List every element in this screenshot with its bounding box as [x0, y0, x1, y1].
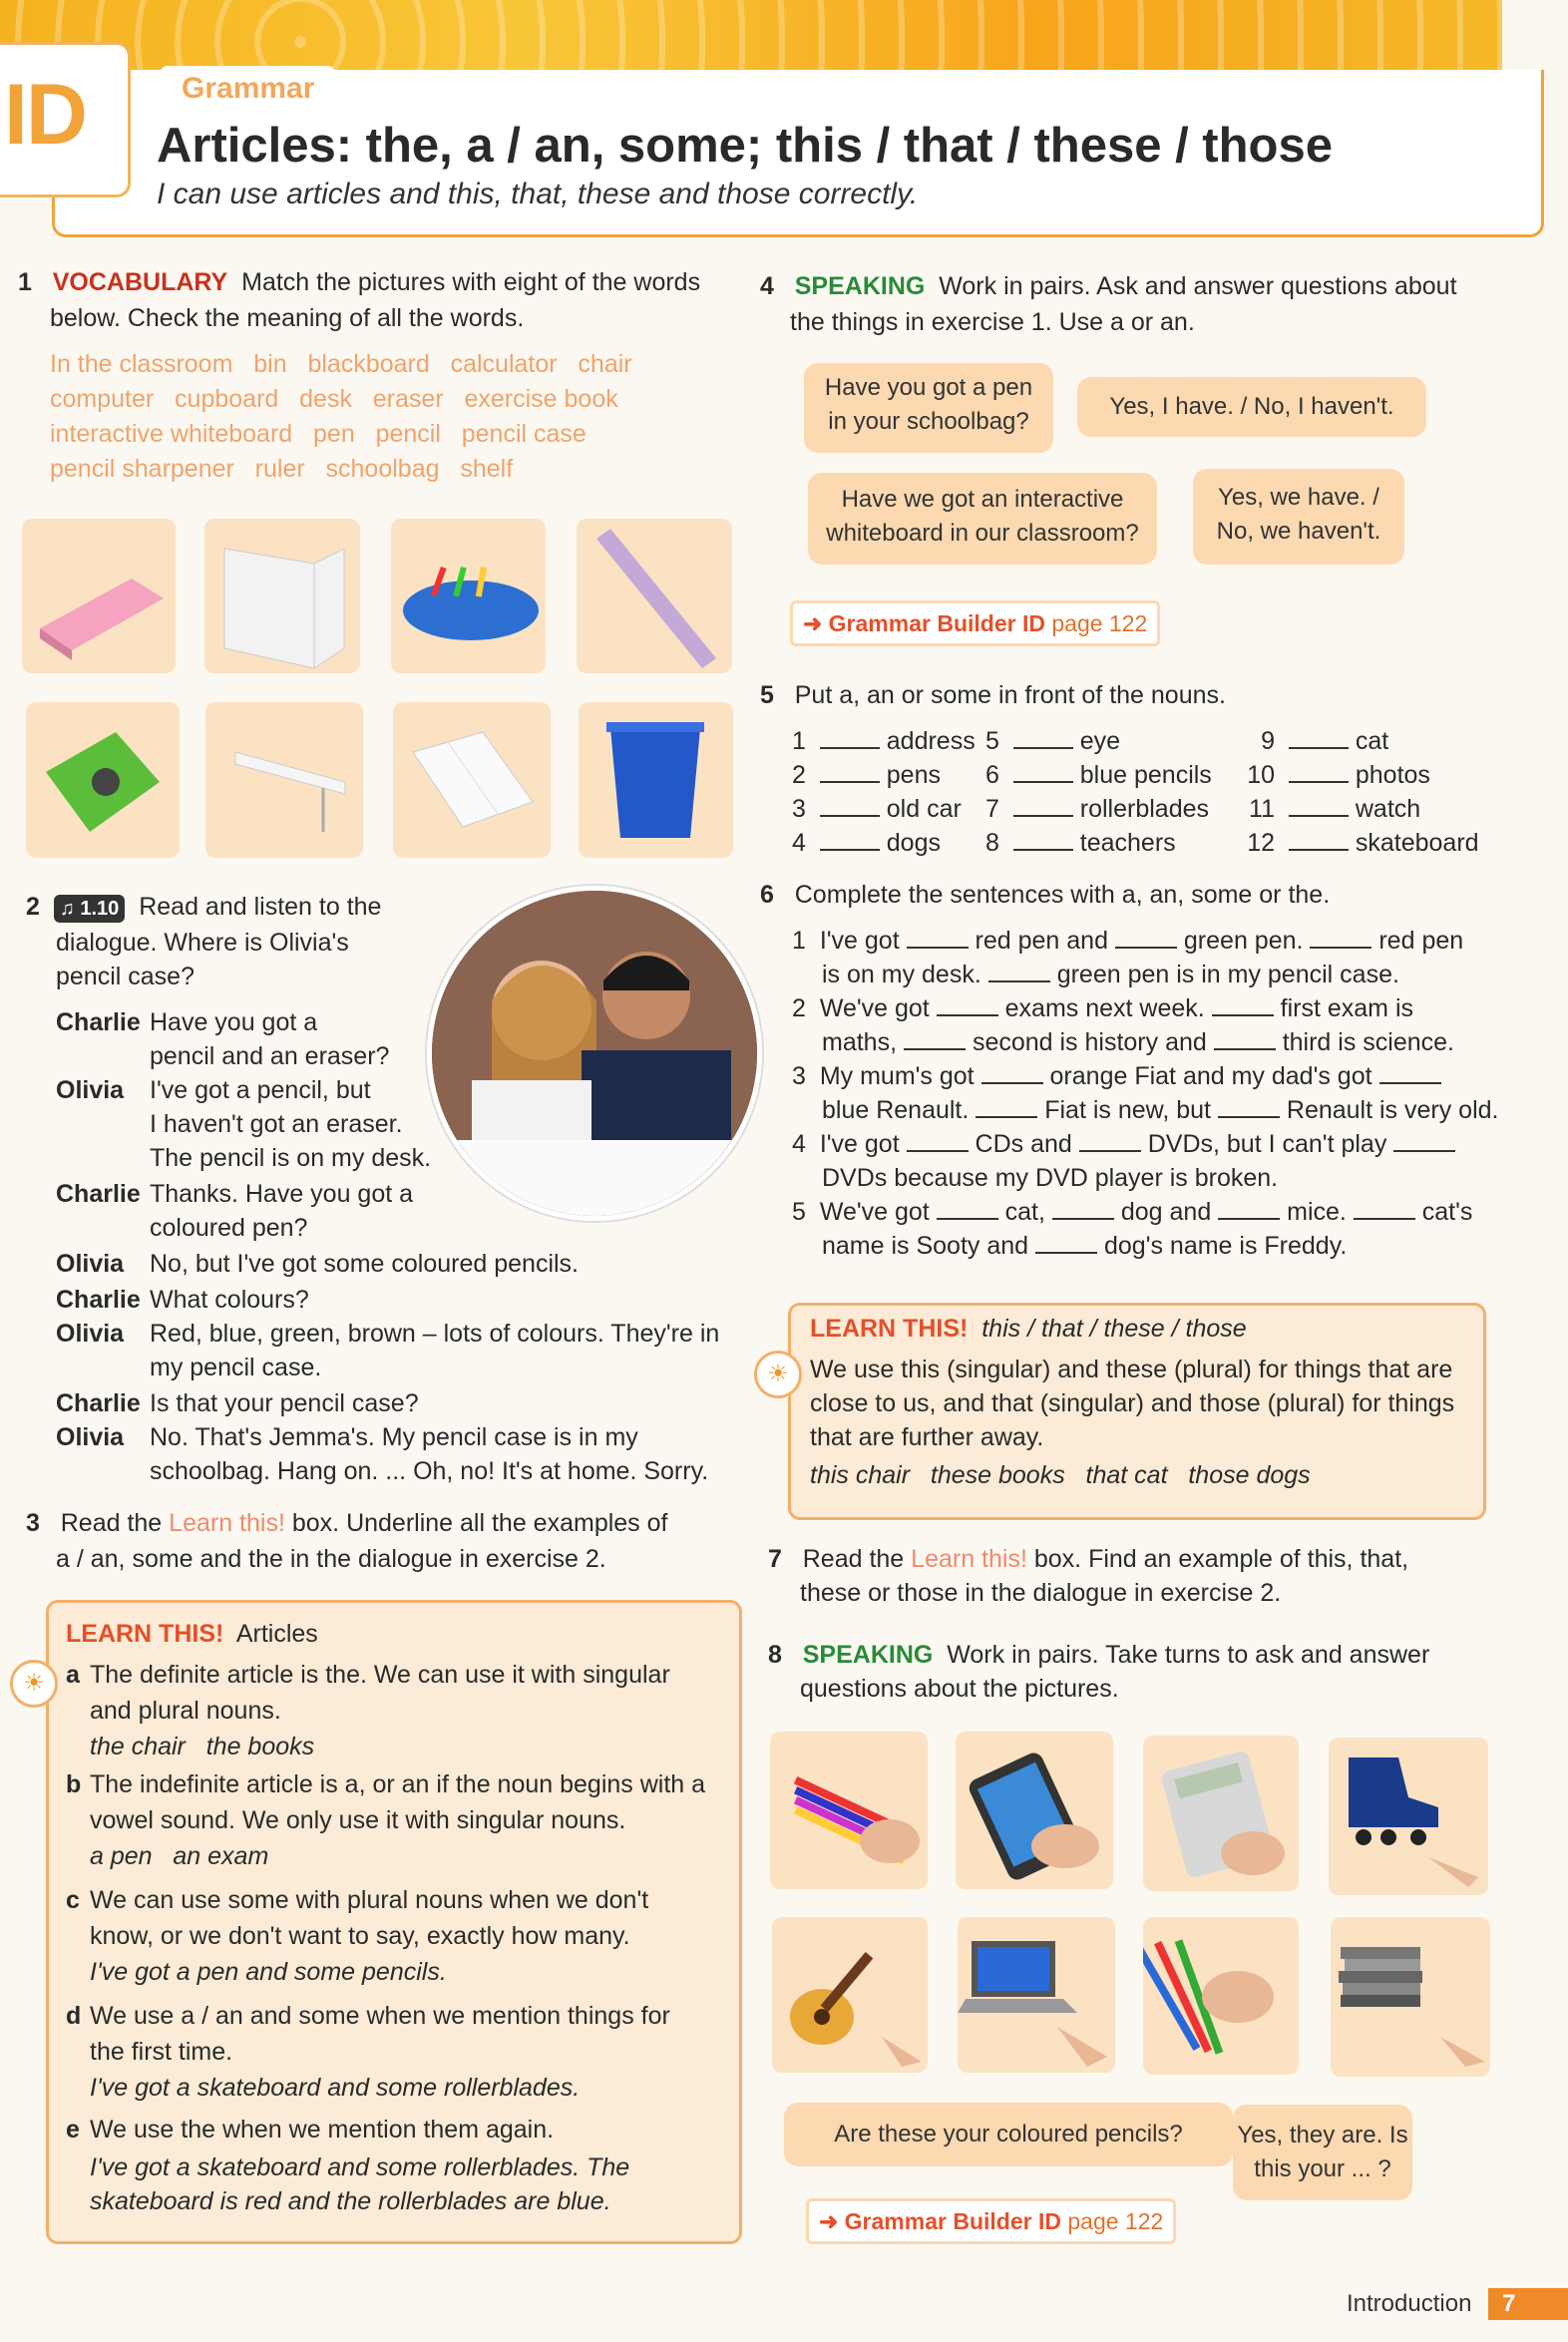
item-word: skateboard [1355, 829, 1479, 857]
sentence-part: is on my desk. [822, 961, 981, 988]
picture-ruler [577, 519, 732, 673]
dialogue-line: pencil and an eraser? [150, 1042, 390, 1070]
bin-icon [579, 702, 733, 858]
dialogue-speaker: Charlie [56, 1389, 141, 1417]
picture-laptop [958, 1917, 1115, 2073]
answer-blank[interactable] [1218, 1116, 1280, 1118]
item-number: 5 [985, 727, 999, 755]
item-number: 11 [1249, 795, 1275, 823]
students-photo-icon [432, 891, 757, 1216]
sentence-part: red pen [1378, 927, 1464, 955]
ex7-number: 7 [768, 1545, 782, 1573]
ex8-heading [768, 1638, 1429, 1672]
audio-track-number: 1.10 [80, 898, 120, 920]
shelf-icon [205, 702, 363, 858]
ex5-heading [760, 678, 1226, 712]
sentence-part: My mum's got [819, 1062, 975, 1090]
sharpener-icon [26, 702, 180, 858]
ex1-instruction-line1: Match the pictures with eight of the words [241, 268, 701, 296]
rule-letter: c [66, 1886, 80, 1914]
ex1-instruction-line2: below. Check the meaning of all the words. [50, 304, 525, 332]
dialogue-line: Thanks. Have you got a [150, 1180, 414, 1208]
ex5-item [1247, 758, 1430, 792]
arrow-icon: ➜ [819, 2208, 839, 2234]
ex7-text-b: box. Find an example of this, that, [1033, 1545, 1409, 1573]
rule-example: I've got a pen and some pencils. [90, 1958, 447, 1986]
ex5-item [1247, 826, 1479, 860]
ex2-instruction-line2: dialogue. Where is Olivia's [56, 929, 349, 957]
item-number: 1 [792, 927, 806, 955]
ex7-line1 [768, 1542, 1408, 1576]
ex6-item-line [792, 924, 1463, 958]
rule-letter: d [66, 2002, 82, 2030]
picture-calculator [1143, 1736, 1299, 1891]
exercise-book-icon [393, 702, 551, 858]
item-number: 2 [792, 994, 806, 1022]
grammar-builder-link[interactable] [790, 600, 1160, 646]
dialogue-line: What colours? [150, 1286, 309, 1314]
ex5-item [1247, 724, 1388, 758]
ex3-text-a: Read the [60, 1509, 163, 1537]
rule-text: The indefinite article is a, or an if the noun begins with a [90, 1770, 706, 1798]
item-word: blue pencils [1079, 761, 1212, 789]
rule-text: know, or we don't want to say, exactly how many. [90, 1922, 630, 1950]
ex4-heading [760, 269, 1457, 303]
sentence-part: DVDs, but I can't play [1147, 1130, 1387, 1158]
rule-letter: e [66, 2116, 80, 2144]
ex3-line2: a / an, some and the in the dialogue in exercise 2. [56, 1545, 606, 1573]
rule-example: a pen an exam [90, 1842, 269, 1870]
arrow-icon: ➜ [803, 610, 823, 636]
wordbank-line-4: pencil sharpener ruler schoolbag shelf [50, 455, 514, 483]
answer-blank[interactable] [1218, 1218, 1280, 1220]
rule-text: and plural nouns. [90, 1697, 281, 1725]
ex6-item-line [822, 1229, 1347, 1263]
ex3-line1 [26, 1506, 667, 1540]
item-number: 4 [792, 1130, 806, 1158]
ex5-item [792, 792, 962, 826]
grammar-builder-link[interactable] [806, 2198, 1176, 2244]
answer-blank[interactable] [1115, 947, 1177, 949]
sentence-part: cat's [1421, 1198, 1473, 1226]
bubble-line: No, we haven't. [1216, 518, 1381, 545]
learn-box-topic: this / that / these / those [981, 1315, 1247, 1343]
grammar-builder-page: page 122 [1051, 610, 1148, 636]
ex8-line2: questions about the pictures. [800, 1675, 1119, 1703]
answer-blank[interactable] [820, 815, 880, 817]
learn-box-examples: this chair these books that cat those dogs [810, 1461, 1311, 1489]
unit-label: ID [4, 67, 86, 163]
ex2-heading [26, 890, 381, 924]
sentence-part: Fiat is new, but [1044, 1096, 1211, 1124]
ex4-number: 4 [760, 272, 774, 300]
ex5-instruction: Put a, an or some in front of the nouns. [794, 681, 1226, 709]
dialogue-line: I haven't got an eraser. [150, 1110, 403, 1138]
ex5-number: 5 [760, 681, 774, 709]
bubble-line: Have you got a pen [824, 374, 1033, 401]
dialogue-line: schoolbag. Hang on. ... Oh, no! It's at home. Sorry. [150, 1457, 709, 1485]
speech-bubble-question [784, 2103, 1233, 2166]
bubble-line: whiteboard in our classroom? [826, 520, 1139, 547]
sentence-part: CDs and [975, 1130, 1072, 1158]
answer-blank[interactable] [1013, 781, 1073, 783]
picture-cupboard [204, 519, 360, 673]
ex5-item [792, 758, 941, 792]
dialogue-speaker: Charlie [56, 1008, 141, 1036]
ex3-learn-link: Learn this! [169, 1509, 285, 1537]
bubble-line: in your schoolbag? [828, 408, 1029, 435]
ex6-item-line [792, 991, 1413, 1025]
laptop-icon [958, 1917, 1115, 2073]
rule-letter: a [66, 1661, 80, 1689]
ex6-number: 6 [760, 881, 774, 909]
lightbulb-icon: ☀ [754, 1351, 802, 1398]
answer-blank[interactable] [820, 849, 880, 851]
item-word: eye [1079, 727, 1121, 755]
dialogue-speaker: Olivia [56, 1250, 125, 1278]
cupboard-icon [204, 519, 360, 673]
item-number: 1 [792, 727, 806, 755]
ex2-instruction-line1: Read and listen to the [139, 893, 382, 921]
dialogue-line: The pencil is on my desk. [150, 1144, 432, 1172]
answer-blank[interactable] [820, 781, 880, 783]
picture-books [1331, 1917, 1490, 2077]
ex2-instruction-line3: pencil case? [56, 963, 195, 990]
answer-blank[interactable] [937, 1014, 998, 1016]
picture-pencil-case [391, 519, 546, 673]
picture-coloured-pencils [770, 1732, 928, 1889]
learn-box-text: close to us, and that (singular) and those (plural) for things [810, 1389, 1455, 1417]
sentence-part: cat, [1004, 1198, 1045, 1226]
lightbulb-icon: ☀ [10, 1660, 58, 1708]
ex8-tag: SPEAKING [802, 1641, 934, 1669]
item-word: rollerblades [1079, 795, 1210, 823]
ex7-text-a: Read the [802, 1545, 905, 1573]
guitar-icon [772, 1917, 928, 2073]
rule-example: I've got a skateboard and some rollerblades. [90, 2074, 581, 2102]
dialogue-speaker: Olivia [56, 1423, 125, 1451]
item-word: old car [886, 795, 962, 823]
item-number: 6 [985, 761, 999, 789]
ex1-tag: VOCABULARY [52, 268, 228, 296]
page-number: 7 [1502, 2290, 1516, 2317]
sentence-part: name is Sooty and [822, 1232, 1029, 1260]
sentence-part: blue Renault. [822, 1096, 970, 1124]
item-number: 12 [1247, 829, 1275, 857]
eraser-icon [22, 519, 176, 673]
bubble-line: Are these your coloured pencils? [834, 2121, 1183, 2147]
picture-pens [1143, 1917, 1299, 2075]
learn-box-topic: Articles [235, 1620, 318, 1648]
rollerblades-icon [1329, 1738, 1488, 1895]
books-icon [1331, 1917, 1490, 2077]
sentence-part: We've got [819, 994, 930, 1022]
rule-example: I've got a skateboard and some rollerblades. The skateboard is red and the rollerblades are blue. [90, 2153, 630, 2215]
bubble-line: Have we got an interactive [841, 486, 1124, 513]
answer-blank[interactable] [1379, 1082, 1441, 1084]
page-number-box [1488, 2288, 1568, 2320]
ex3-number: 3 [26, 1509, 40, 1537]
answer-blank[interactable] [907, 947, 969, 949]
dialogue-line: I've got a pencil, but [150, 1076, 371, 1104]
item-number: 3 [792, 795, 806, 823]
sentence-part: maths, [822, 1028, 898, 1056]
item-word: watch [1355, 795, 1421, 823]
bubble-line: Yes, they are. Is [1237, 2122, 1408, 2148]
dialogue-speaker: Charlie [56, 1180, 141, 1208]
ex6-item-line [792, 1195, 1472, 1229]
dialogue-line: No, but I've got some coloured pencils. [150, 1250, 580, 1278]
sentence-part: green pen is in my pencil case. [1056, 961, 1399, 988]
wordbank-line-2: computer cupboard desk eraser exercise book [50, 385, 618, 413]
ex4-line1: Work in pairs. Ask and answer questions about [939, 272, 1457, 300]
item-word: pens [886, 761, 941, 789]
speech-bubble-answer [1077, 377, 1426, 437]
ex6-heading [760, 878, 1330, 912]
ex3-text-b: box. Underline all the examples of [291, 1509, 668, 1537]
answer-blank[interactable] [1310, 947, 1372, 949]
speech-bubble-question [804, 363, 1053, 453]
wordbank-line-3: interactive whiteboard pen pencil pencil case [50, 420, 587, 448]
item-number: 4 [792, 829, 806, 857]
answer-blank[interactable] [1079, 1150, 1141, 1152]
picture-rollerblades [1329, 1738, 1488, 1895]
rule-text: The definite article is the. We can use it with singular [90, 1661, 670, 1689]
answer-blank[interactable] [1052, 1218, 1114, 1220]
rule-text: vowel sound. We only use it with singular nouns. [90, 1806, 626, 1834]
answer-blank[interactable] [1289, 781, 1349, 783]
ex5-item [985, 758, 1212, 792]
item-number: 5 [792, 1198, 806, 1226]
sentence-part: first exam is [1280, 994, 1414, 1022]
ex8-line1: Work in pairs. Take turns to ask and answer [947, 1641, 1430, 1669]
item-number: 7 [985, 795, 999, 823]
ex4-line2: the things in exercise 1. Use a or an. [790, 308, 1195, 336]
item-word: teachers [1079, 829, 1176, 857]
picture-pencil-sharpener [26, 702, 180, 858]
ex1-heading [18, 265, 700, 299]
answer-blank[interactable] [1013, 815, 1073, 817]
picture-guitar [772, 1917, 928, 2073]
picture-bin [579, 702, 733, 858]
dialogue-line: Is that your pencil case? [150, 1389, 419, 1417]
sentence-part: second is history and [972, 1028, 1207, 1056]
item-number: 3 [792, 1062, 806, 1090]
answer-blank[interactable] [1035, 1252, 1097, 1254]
ex7-learn-link: Learn this! [911, 1545, 1027, 1573]
ex5-item [985, 792, 1209, 826]
bubble-line: this your ... ? [1254, 2155, 1391, 2182]
pens-icon [1143, 1917, 1299, 2075]
ex6-item-line [792, 1059, 1441, 1093]
ex6-item-line [792, 1127, 1455, 1161]
answer-blank[interactable] [1214, 1048, 1276, 1050]
sentence-part: exams next week. [1004, 994, 1205, 1022]
dialogue-speaker: Charlie [56, 1286, 141, 1314]
answer-blank[interactable] [904, 1048, 966, 1050]
answer-blank[interactable] [937, 1218, 998, 1220]
item-number: 10 [1247, 761, 1275, 789]
learn-box-text: We use this (singular) and these (plural) for things that are [810, 1356, 1453, 1383]
calculator-icon [1143, 1736, 1299, 1891]
ex1-number: 1 [18, 268, 32, 296]
sentence-part: red pen and [975, 927, 1108, 955]
rule-text: We use a / an and some when we mention things for [90, 2002, 670, 2030]
speech-bubble-question [808, 473, 1157, 565]
dialogue-line: Red, blue, green, brown – lots of colours. They're in [150, 1320, 720, 1348]
answer-blank[interactable] [907, 1150, 969, 1152]
ex6-item-line [822, 1025, 1454, 1059]
item-word: cat [1355, 727, 1389, 755]
sentence-part: orange Fiat and my dad's got [1049, 1062, 1372, 1090]
answer-blank[interactable] [1212, 1014, 1274, 1016]
sentence-part: green pen. [1183, 927, 1304, 955]
sentence-part: I've got [819, 1130, 900, 1158]
speech-bubble-answer [1233, 2105, 1412, 2200]
sentence-part: I've got [819, 927, 900, 955]
answer-blank[interactable] [1289, 747, 1349, 749]
learn-box-text: that are further away. [810, 1423, 1044, 1451]
sentence-part: Renault is very old. [1286, 1096, 1499, 1124]
ex5-item [1247, 792, 1420, 826]
ex7-line2: these or those in the dialogue in exercise 2. [800, 1579, 1282, 1607]
sentence-part: third is science. [1282, 1028, 1454, 1056]
dialogue-photo [427, 886, 762, 1221]
ex5-item [792, 826, 941, 860]
bubble-line: Yes, I have. / No, I haven't. [1109, 393, 1394, 420]
ex6-item-line [822, 958, 1399, 991]
answer-blank[interactable] [1354, 1218, 1415, 1220]
ex6-item-line [822, 1093, 1499, 1127]
ruler-icon [577, 519, 732, 673]
ex2-number: 2 [26, 893, 40, 921]
rule-letter: b [66, 1770, 82, 1798]
answer-blank[interactable] [988, 980, 1050, 982]
item-word: address [886, 727, 976, 755]
dialogue-speaker: Olivia [56, 1076, 125, 1104]
dialogue-line: Have you got a [150, 1008, 318, 1036]
dialogue-line: my pencil case. [150, 1354, 322, 1381]
picture-shelf [205, 702, 363, 858]
answer-blank[interactable] [1289, 849, 1349, 851]
ex5-item [985, 724, 1120, 758]
sentence-part: dog's name is Freddy. [1103, 1232, 1348, 1260]
dialogue-line: coloured pen? [150, 1214, 308, 1242]
item-number: 8 [985, 829, 999, 857]
ex5-item [792, 724, 976, 758]
pencil-case-icon [391, 519, 546, 673]
section-label: Grammar [182, 72, 315, 105]
dialogue-speaker: Olivia [56, 1320, 125, 1348]
answer-blank[interactable] [1289, 815, 1349, 817]
answer-blank[interactable] [1013, 747, 1073, 749]
page-subtitle: I can use articles and this, that, these and those correctly. [157, 178, 919, 210]
learn-box-label: LEARN THIS! [66, 1620, 224, 1648]
item-number: 2 [792, 761, 806, 789]
ex8-number: 8 [768, 1641, 782, 1669]
grammar-builder-label: Grammar Builder ID [844, 2208, 1061, 2234]
learn-box-label: LEARN THIS! [810, 1315, 969, 1343]
sentence-part: DVDs because my DVD player is broken. [822, 1164, 1279, 1192]
sentence-part: mice. [1287, 1198, 1347, 1226]
item-word: photos [1355, 761, 1430, 789]
answer-blank[interactable] [976, 1116, 1037, 1118]
rule-text: the first time. [90, 2038, 233, 2066]
grammar-builder-page: page 122 [1067, 2208, 1164, 2234]
answer-blank[interactable] [981, 1082, 1043, 1084]
bubble-line: Yes, we have. / [1218, 484, 1379, 511]
grammar-builder-label: Grammar Builder ID [828, 610, 1045, 636]
audio-track-badge[interactable]: ♫ 1.10 [54, 895, 126, 923]
mobile-phone-icon [956, 1732, 1113, 1889]
rule-example: the chair the books [90, 1733, 315, 1760]
answer-blank[interactable] [1393, 1150, 1455, 1152]
picture-exercise-book [393, 702, 551, 858]
page-title: Articles: the, a / an, some; this / that / these / those [157, 119, 1333, 173]
sentence-part: We've got [819, 1198, 930, 1226]
rule-text: We can use some with plural nouns when we don't [90, 1886, 649, 1914]
learn-box-heading [66, 1620, 318, 1649]
learn-box-heading [810, 1315, 1247, 1344]
sentence-part: dog and [1120, 1198, 1212, 1226]
item-number: 9 [1261, 727, 1275, 755]
wordbank-line-1: In the classroom bin blackboard calculator chair [50, 350, 632, 378]
coloured-pencils-icon [770, 1732, 928, 1889]
footer-section-label: Introduction [1347, 2290, 1472, 2317]
picture-eraser [22, 519, 176, 673]
item-word: dogs [886, 829, 941, 857]
answer-blank[interactable] [820, 747, 880, 749]
ex6-instruction: Complete the sentences with a, an, some or the. [794, 881, 1331, 909]
ex6-item-line [822, 1161, 1278, 1195]
speech-bubble-answer [1193, 469, 1404, 565]
ex4-tag: SPEAKING [794, 272, 926, 300]
picture-mobile-phone [956, 1732, 1113, 1889]
answer-blank[interactable] [1013, 849, 1073, 851]
dialogue-line: No. That's Jemma's. My pencil case is in my [150, 1423, 638, 1451]
ex5-item [985, 826, 1176, 860]
rule-text: We use the when we mention them again. [90, 2116, 555, 2144]
